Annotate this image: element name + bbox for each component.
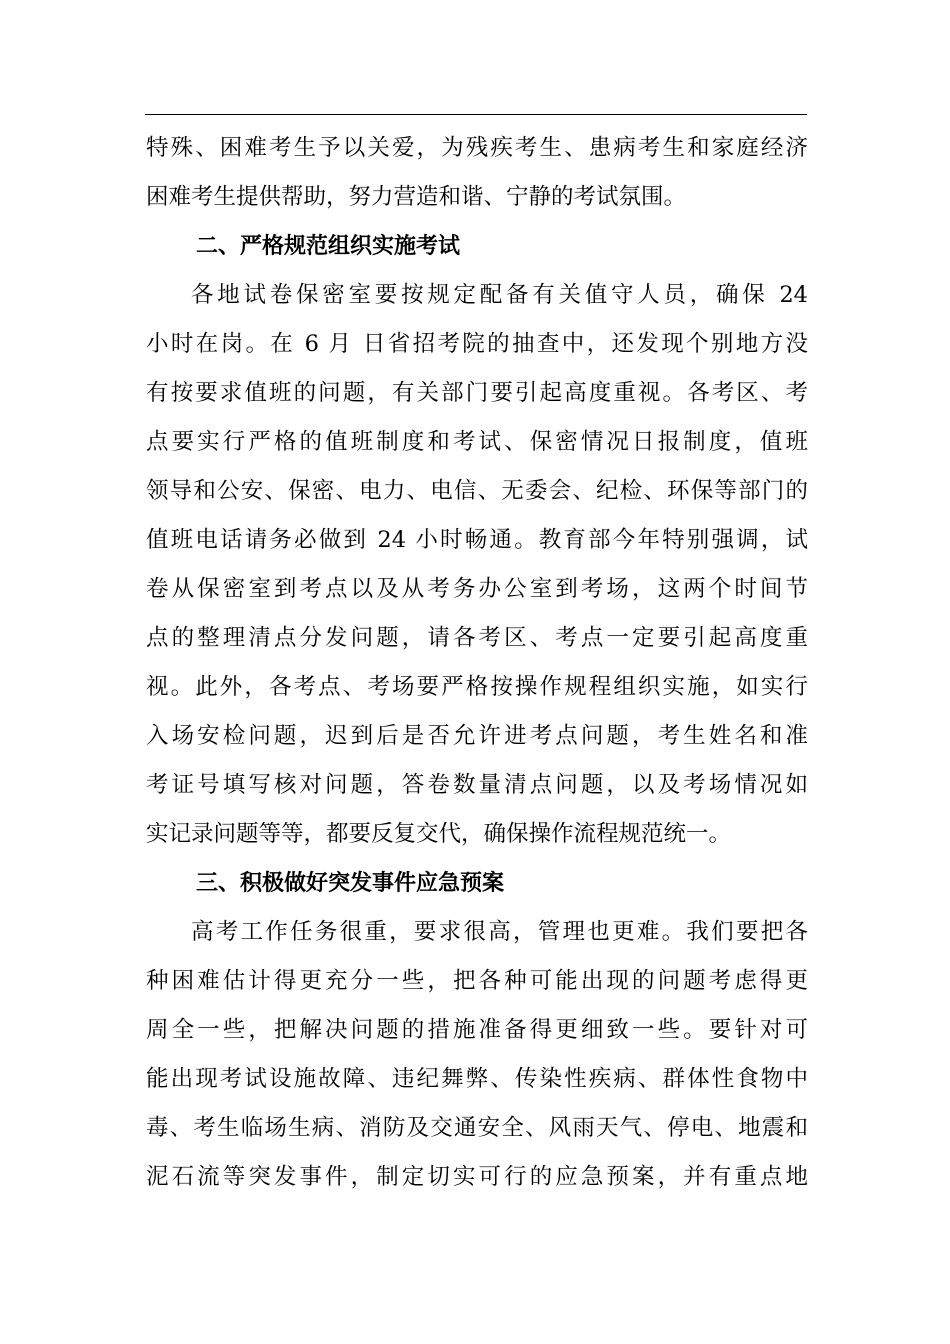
paragraph-line: 泥石流等突发事件，制定切实可行的应急预案，并有重点地 xyxy=(146,1164,808,1190)
section-heading: 三、积极做好突发事件应急预案 xyxy=(196,871,505,896)
paragraph-line: 种困难估计得更充分一些，把各种可能出现的问题考虑得更 xyxy=(146,968,808,994)
paragraph-line: 视。此外，各考点、考场要严格按操作规程组织实施，如实行 xyxy=(146,674,808,700)
paragraph-line: 实记录问题等等，都要反复交代，确保操作流程规范统一。 xyxy=(146,821,732,847)
paragraph-line: 困难考生提供帮助，努力营造和谐、宁静的考试氛围。 xyxy=(146,184,687,210)
paragraph-line: 卷从保密室到考点以及从考务办公室到考场，这两个时间节 xyxy=(146,576,808,602)
paragraph-line: 考证号填写核对问题，答卷数量清点问题，以及考场情况如 xyxy=(146,772,808,798)
paragraph-line: 点要实行严格的值班制度和考试、保密情况日报制度，值班 xyxy=(146,429,808,455)
paragraph-line: 高考工作任务很重，要求很高，管理也更难。我们要把各 xyxy=(191,919,808,945)
paragraph-line: 毒、考生临场生病、消防及交通安全、风雨天气、停电、地震和 xyxy=(146,1115,808,1141)
document-body xyxy=(146,124,808,1202)
header-rule xyxy=(145,114,807,115)
paragraph-line: 各地试卷保密室要按规定配备有关值守人员，确保 24 xyxy=(191,282,808,308)
section-heading: 二、严格规范组织实施考试 xyxy=(196,234,461,259)
paragraph-line: 点的整理清点分发问题，请各考区、考点一定要引起高度重 xyxy=(146,625,808,651)
paragraph-line: 入场安检问题，迟到后是否允许进考点问题，考生姓名和准 xyxy=(146,723,808,749)
paragraph-line: 周全一些，把解决问题的措施准备得更细致一些。要针对可 xyxy=(146,1017,808,1043)
paragraph-line: 小时在岗。在 6 月 日省招考院的抽查中，还发现个别地方没 xyxy=(146,331,808,357)
paragraph-line: 特殊、困难考生予以关爱，为残疾考生、患病考生和家庭经济 xyxy=(146,135,808,161)
paragraph-line: 值班电话请务必做到 24 小时畅通。教育部今年特别强调，试 xyxy=(146,527,808,553)
paragraph-line: 能出现考试设施故障、违纪舞弊、传染性疾病、群体性食物中 xyxy=(146,1066,808,1092)
paragraph-line: 领导和公安、保密、电力、电信、无委会、纪检、环保等部门的 xyxy=(146,478,808,504)
paragraph-line: 有按要求值班的问题，有关部门要引起高度重视。各考区、考 xyxy=(146,380,808,406)
